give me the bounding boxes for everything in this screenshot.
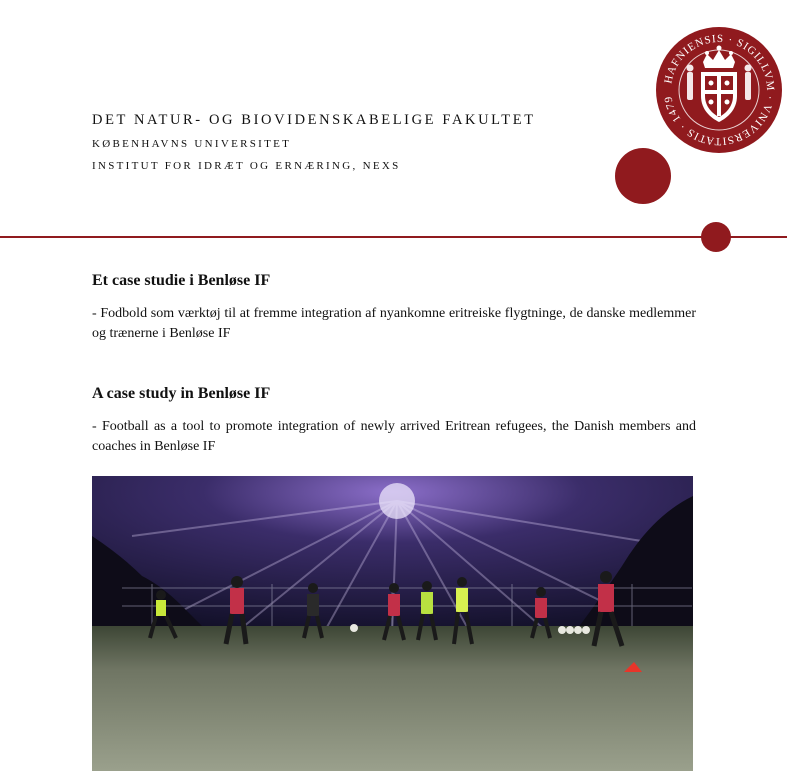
decorative-dot-small — [701, 222, 731, 252]
decorative-dot-large — [615, 148, 671, 204]
training-photo — [92, 476, 693, 771]
svg-text:HAFNIENSIS · SIGILLVM · VNIVER: HAFNIENSIS · SIGILLVM · VNIVERSITATIS · 1479 — [662, 32, 777, 148]
university-name: KØBENHAVNS UNIVERSITET — [92, 138, 292, 150]
header-rule — [0, 236, 787, 238]
faculty-header — [92, 110, 652, 173]
university-seal-logo — [655, 26, 783, 154]
english-subtitle: - Football as a tool to promote integration of newly arrived Eritrean refugees, the Danish members and coaches in Benløse IF — [92, 419, 696, 454]
institute-name: INSTITUT FOR IDRÆT OG ERNÆRING, NEXS — [92, 160, 401, 172]
danish-title: Et case studie i Benløse IF — [92, 272, 271, 289]
english-title: A case study in Benløse IF — [92, 385, 271, 402]
football-training-image — [92, 476, 693, 771]
danish-subtitle: - Fodbold som værktøj til at fremme integration af nyankomne eritreiske flygtninge, de danske medlemmer og trænerne i Benløse IF — [92, 306, 696, 341]
faculty-name: DET NATUR- OG BIOVIDENSKABELIGE FAKULTET — [92, 112, 536, 128]
